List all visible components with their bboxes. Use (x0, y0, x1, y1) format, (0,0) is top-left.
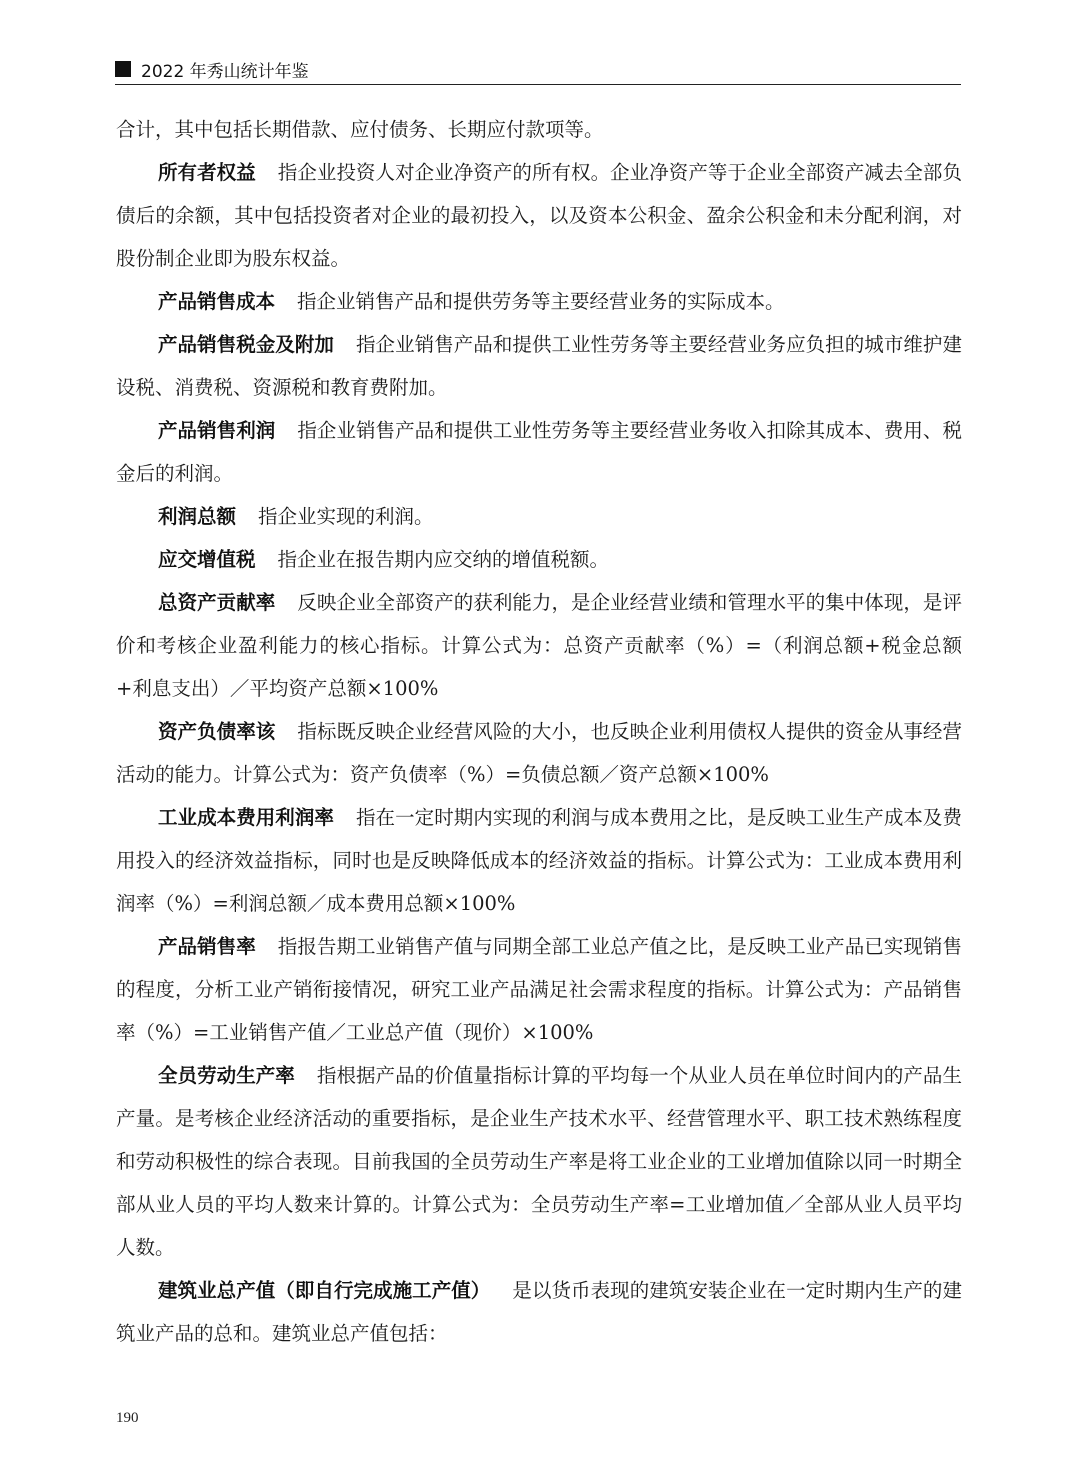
definition-paragraph (116, 581, 962, 710)
definition-text: 指企业销售产品和提供工业性劳务等主要经营业务收入扣除其成本、费用、税金后的利润。 (116, 419, 962, 485)
definition-text: 指企业在报告期内应交纳的增值税额。 (277, 548, 610, 571)
definition-text: 指企业销售产品和提供劳务等主要经营业务的实际成本。 (297, 290, 785, 313)
paragraph-text: 合计，其中包括长期借款、应付债务、长期应付款项等。 (116, 118, 604, 141)
definition-text: 反映企业全部资产的获利能力，是企业经营业绩和管理水平的集中体现，是评价和考核企业盈利能力的核心指标。计算公式为：总资产贡献率（%）=（利润总额+税金总额+利息支出）／平均资产总额×100% (116, 591, 962, 700)
definition-text: 指企业投资人对企业净资产的所有权。企业净资产等于企业全部资产减去全部负债后的余额，其中包括投资者对企业的最初投入，以及资本公积金、盈余公积金和未分配利润，对股份制企业即为股东权益。 (116, 161, 962, 270)
definition-paragraph (116, 495, 962, 538)
definition-term: 产品销售成本 (158, 290, 276, 313)
definition-term: 产品销售利润 (158, 419, 276, 442)
definition-text: 指根据产品的价值量指标计算的平均每一个从业人员在单位时间内的产品生产量。是考核企业经济活动的重要指标，是企业生产技术水平、经营管理水平、职工技术熟练程度和劳动积极性的综合表现。目前我国的全员劳动生产率是将工业企业的工业增加值除以同一时期全部从业人员的平均人数来计算的。计算公式为：全员劳动生产率=工业增加值／全部从业人员平均人数。 (116, 1064, 962, 1259)
definition-paragraph (116, 796, 962, 925)
header-title: 2022 年秀山统计年鉴 (141, 62, 309, 82)
definition-paragraph (116, 710, 962, 796)
definition-term: 工业成本费用利润率 (158, 806, 334, 829)
definition-term: 利润总额 (158, 505, 237, 528)
definition-term: 产品销售率 (158, 935, 256, 958)
paragraph-continuation (116, 108, 962, 151)
definition-paragraph (116, 538, 962, 581)
definition-paragraph (116, 409, 962, 495)
definition-paragraph (116, 280, 962, 323)
definition-paragraph (116, 925, 962, 1054)
page-number: 190 (116, 1410, 139, 1426)
header-square-marker (115, 61, 131, 77)
definition-term: 资产负债率该 (158, 720, 276, 743)
definition-text: 指标既反映企业经营风险的大小，也反映企业利用债权人提供的资金从事经营活动的能力。计算公式为：资产负债率（%）=负债总额／资产总额×100% (116, 720, 962, 786)
definition-text: 指报告期工业销售产值与同期全部工业总产值之比，是反映工业产品已实现销售的程度，分析工业产销衔接情况，研究工业产品满足社会需求程度的指标。计算公式为：产品销售率（%）=工业销售产值／工业总产值（现价）×100% (116, 935, 962, 1044)
definition-paragraph (116, 1054, 962, 1269)
definition-term: 总资产贡献率 (158, 591, 276, 614)
definition-text: 指企业销售产品和提供工业性劳务等主要经营业务应负担的城市维护建设税、消费税、资源税和教育费附加。 (116, 333, 962, 399)
definition-text: 是以货币表现的建筑安装企业在一定时期内生产的建筑业产品的总和。建筑业总产值包括： (116, 1279, 962, 1345)
definition-paragraph (116, 323, 962, 409)
definition-term: 建筑业总产值（即自行完成施工产值） (158, 1279, 491, 1302)
definition-term: 产品销售税金及附加 (158, 333, 334, 356)
definition-term: 所有者权益 (158, 161, 256, 184)
definition-text: 指企业实现的利润。 (258, 505, 434, 528)
definition-term: 全员劳动生产率 (158, 1064, 295, 1087)
definition-text: 指在一定时期内实现的利润与成本费用之比，是反映工业生产成本及费用投入的经济效益指标，同时也是反映降低成本的经济效益的指标。计算公式为：工业成本费用利润率（%）=利润总额／成本费用总额×100% (116, 806, 962, 915)
definition-paragraph (116, 1269, 962, 1355)
definition-term: 应交增值税 (158, 548, 256, 571)
running-header (115, 52, 961, 85)
definition-paragraph (116, 151, 962, 280)
body-text (116, 108, 962, 1355)
